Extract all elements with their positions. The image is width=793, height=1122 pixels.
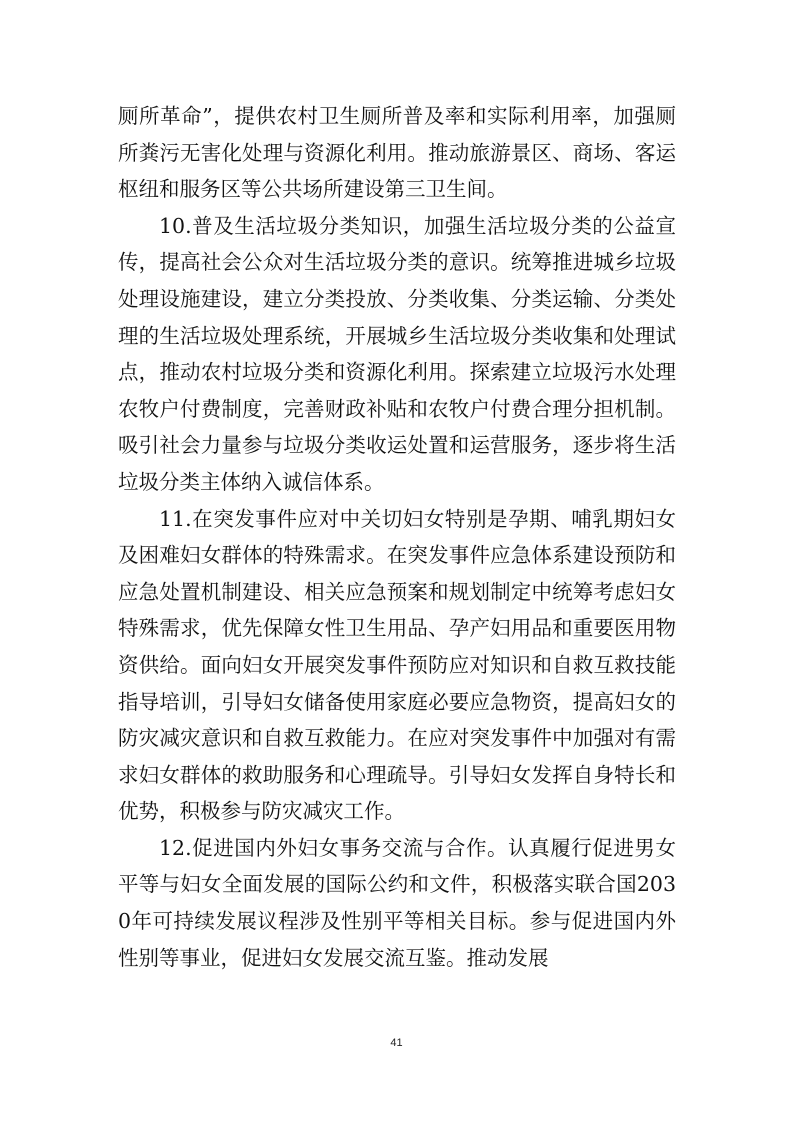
paragraph-item-11: 11.在突发事件应对中关切妇女特别是孕期、哺乳期妇女及困难妇女群体的特殊需求。在突发事件应急体系建设预防和应急处置机制建设、相关应急预案和规划制定中统筹考虑妇女特殊需求，优先保障女性卫生用品、孕产妇用品和重要医用物资供给。面向妇女开展突发事件预防应对知识和自救互救技能指导培训，引导妇女储备使用家庭必要应急物资，提高妇女的防灾减灾意识和自救互救能力。在应对突发事件中加强对有需求妇女群体的救助服务和心理疏导。引导妇女发挥自身特长和优势，积极参与防灾减灾工作。: [118, 506, 676, 824]
paragraph-item-10: 10.普及生活垃圾分类知识，加强生活垃圾分类的公益宣传，提高社会公众对生活垃圾分类的意识。统筹推进城乡垃圾处理设施建设，建立分类投放、分类收集、分类运输、分类处理的生活垃圾处理系统，开展城乡生活垃圾分类收集和处理试点，推动农村垃圾分类和资源化利用。探索建立垃圾污水处理农牧户付费制度，完善财政补贴和农牧户付费合理分担机制。吸引社会力量参与垃圾分类收运处置和运营服务，逐步将生活垃圾分类主体纳入诚信体系。: [118, 213, 676, 494]
paragraph-continuation: 厕所革命”，提供农村卫生厕所普及率和实际利用率，加强厕所粪污无害化处理与资源化利用。推动旅游景区、商场、客运枢纽和服务区等公共场所建设第三卫生间。: [118, 104, 676, 202]
body-text: [118, 98, 676, 976]
page-number: 41: [390, 1037, 403, 1049]
paragraph-item-12: 12.促进国内外妇女事务交流与合作。认真履行促进男女平等与妇女全面发展的国际公约和文件，积极落实联合国2030年可持续发展议程涉及性别平等相关目标。参与促进国内外性别等事业，促进妇女发展交流互鉴。推动发展: [118, 835, 676, 970]
